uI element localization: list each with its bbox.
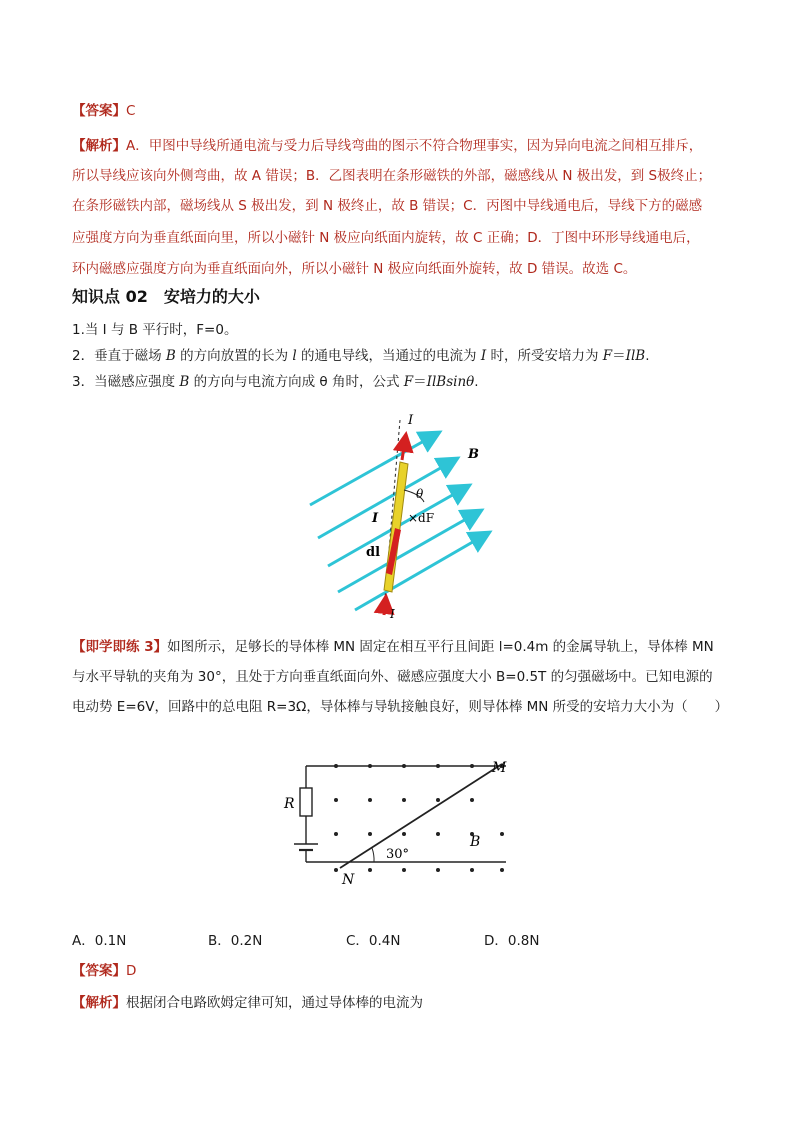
analysis-line-3: 在条形磁铁内部，磁场线从 S 极出发，到 N 极终止，故 B 错误；C．丙图中导线通电后，导线下方的磁感	[72, 198, 703, 214]
answer-value: D	[126, 963, 137, 979]
symbol: B	[179, 374, 190, 390]
label-theta: θ	[416, 487, 424, 501]
field-dot	[436, 764, 440, 768]
option-b[interactable]: B．0.2N	[208, 933, 263, 949]
label-R: R	[284, 796, 295, 812]
circuit-figure	[280, 752, 520, 892]
section-number: 知识点 02	[72, 287, 148, 306]
text: 的通电导线，当通过的电流为	[296, 348, 481, 364]
symbol: sinθ	[446, 374, 475, 390]
answer-tag: 【答案】	[72, 103, 126, 119]
symbol: IlB	[426, 374, 447, 390]
text: 时，所受安培力为	[486, 348, 603, 364]
field-dot	[470, 764, 474, 768]
conductor-MN	[340, 764, 502, 868]
option-a[interactable]: A．0.1N	[72, 933, 127, 949]
text: 的方向与电流方向成 θ 角时，公式	[189, 374, 404, 390]
section-title: 安培力的大小	[163, 287, 260, 306]
exercise-line-2: 与水平导轨的夹角为 30°，且处于方向垂直纸面向外、磁感应强度大小 B=0.5T 的匀强磁场中。已知电源的	[72, 669, 713, 685]
analysis-line-5: 环内磁感应强度方向为垂直纸面向外，所以小磁针 N 极应向纸面外旋转，故 D 错误。故选 C。	[72, 261, 637, 277]
analysis-line-final	[72, 990, 722, 1016]
answer-value: C	[126, 103, 136, 119]
point-1: 1.当 I 与 B 平行时，F=0。	[72, 322, 238, 338]
answer-line-2	[72, 958, 722, 984]
label-I-bottom: I	[390, 607, 395, 620]
point-2	[72, 343, 722, 369]
text: 3．当磁感应强度	[72, 374, 180, 390]
answer-tag: 【答案】	[72, 963, 126, 979]
text: .	[645, 348, 650, 364]
analysis-text: A．甲图中导线所通电流与受力后导线弯曲的图示不符合物理事实，因为异向电流之间相互排斥，	[126, 138, 703, 154]
current-arrow-bottom	[384, 596, 386, 615]
field-dot	[436, 832, 440, 836]
resistor	[300, 788, 312, 816]
analysis-tag: 【解析】	[72, 995, 126, 1011]
exercise-text: 如图所示，足够长的导体棒 MN 固定在相互平行且间距 l=0.4m 的金属导轨上，导体棒 MN	[167, 639, 714, 655]
field-dot	[368, 798, 372, 802]
analysis-line-2: 所以导线应该向外侧弯曲，故 A 错误；B．乙图表明在条形磁铁的外部，磁感线从 N 极出发，到 S极终止；	[72, 168, 712, 184]
symbol: B	[165, 348, 176, 364]
field-dot	[402, 832, 406, 836]
field-dot	[334, 832, 338, 836]
ampere-force-figure	[300, 410, 510, 620]
field-dot	[402, 798, 406, 802]
field-dot	[500, 832, 504, 836]
field-dot	[368, 764, 372, 768]
analysis-line-1	[72, 133, 722, 159]
analysis-text: 根据闭合电路欧姆定律可知，通过导体棒的电流为	[126, 995, 423, 1011]
text: .	[474, 374, 479, 390]
field-line	[318, 458, 458, 538]
analysis-line-4: 应强度方向为垂直纸面向里，所以小磁针 N 极应向纸面内旋转，故 C 正确；D．丁图中环形导线通电后，	[72, 230, 700, 246]
field-dot	[334, 798, 338, 802]
field-dot	[334, 868, 338, 872]
symbol: IlB	[625, 348, 646, 364]
field-dot	[402, 764, 406, 768]
label-I-mid: I	[372, 511, 379, 526]
label-M: M	[492, 760, 507, 776]
field-dot	[500, 868, 504, 872]
text: ＝	[413, 374, 427, 390]
label-N: N	[342, 872, 355, 888]
label-angle: 30°	[386, 847, 410, 862]
answer-line-1	[72, 98, 722, 124]
exercise-line-3: 电动势 E=6V，回路中的总电阻 R=3Ω，导体棒与导轨接触良好，则导体棒 MN 所受的安培力大小为（ ）	[72, 699, 729, 715]
symbol: I	[480, 348, 487, 364]
angle-arc	[372, 848, 374, 862]
field-dot	[470, 798, 474, 802]
field-dot	[470, 868, 474, 872]
analysis-tag: 【解析】	[72, 138, 126, 154]
field-dot	[436, 868, 440, 872]
symbol: l	[292, 348, 297, 364]
text: ＝	[612, 348, 626, 364]
option-d[interactable]: D．0.8N	[484, 933, 540, 949]
symbol: F	[403, 374, 414, 390]
exercise-tag: 【即学即练 3】	[72, 639, 168, 655]
point-3	[72, 369, 722, 395]
current-arrow-top	[402, 434, 406, 460]
field-dot	[368, 868, 372, 872]
label-I-top: I	[408, 413, 414, 428]
section-heading	[72, 284, 260, 307]
symbol: F	[602, 348, 613, 364]
exercise-line-1	[72, 634, 722, 660]
field-dot	[436, 798, 440, 802]
label-dl: dl	[366, 545, 381, 560]
field-dot	[368, 832, 372, 836]
field-dot	[334, 764, 338, 768]
label-dF: ×dF	[408, 511, 435, 525]
text: 2．垂直于磁场	[72, 348, 166, 364]
option-c[interactable]: C．0.4N	[346, 933, 401, 949]
label-B: B	[470, 834, 481, 850]
label-B: B	[468, 447, 479, 462]
field-dot	[402, 868, 406, 872]
text: 的方向放置的长为	[175, 348, 293, 364]
